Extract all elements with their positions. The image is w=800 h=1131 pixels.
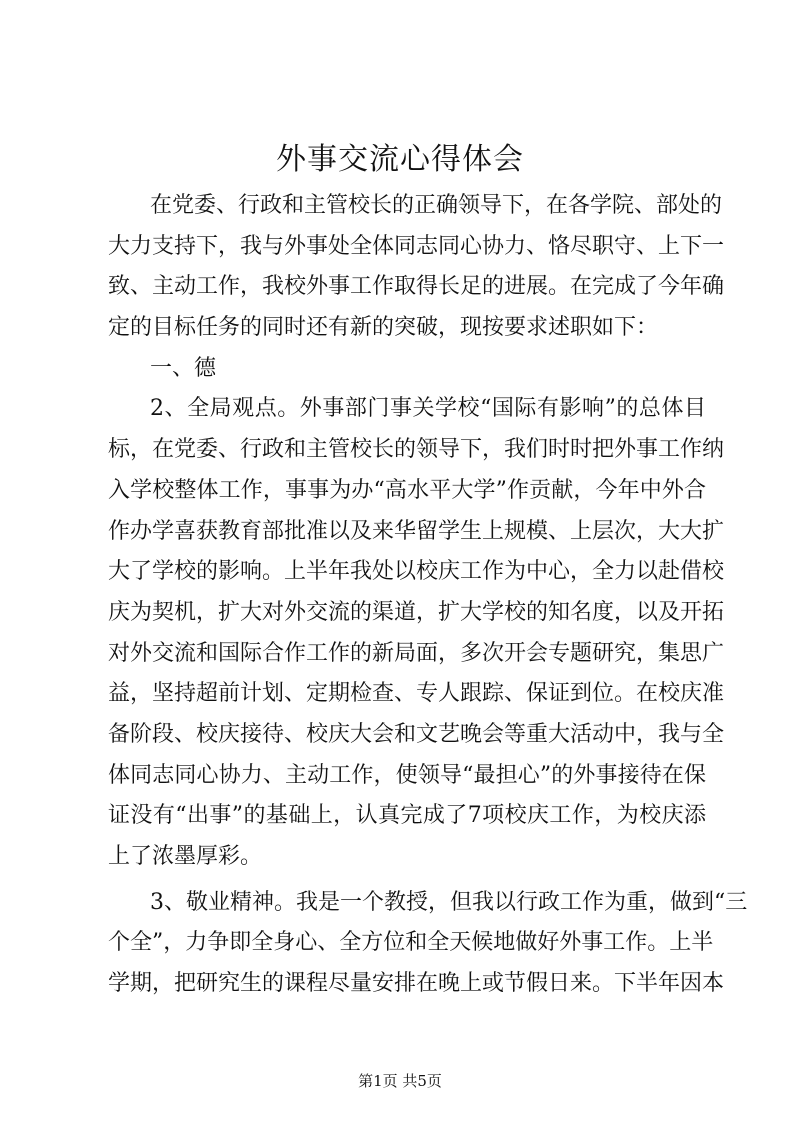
text-line: 体同志同心协力、主动工作，使领导“最担心”的外事接待在保 [108,762,706,788]
page-footer: 第1页 共5页 [358,1072,442,1090]
paragraph-overall-view [108,389,725,877]
text-line: 益，坚持超前计划、定期检查、专人跟踪、保证到位。在校庆准 [108,681,725,707]
text-line: 标，在党委、行政和主管校长的领导下，我们时时把外事工作纳 [108,437,725,463]
text-line: 大了学校的影响。上半年我处以校庆工作为中心，全力以赴借校 [108,559,725,585]
text-line: 备阶段、校庆接待、校庆大会和文艺晚会等重大活动中，我与全 [108,721,725,747]
text-line: 个全”，力争即全身心、全方位和全天候地做好外事工作。上半 [108,930,714,956]
text-line: 对外交流和国际合作工作的新局面，多次开会专题研究，集思广 [108,640,725,666]
document-body [108,186,748,1005]
document-title: 外事交流心得体会 [276,142,524,177]
text-line: 在党委、行政和主管校长的正确领导下，在各学院、部处的 [150,193,723,218]
text-line: 一、德 [150,355,217,381]
text-line: 大力支持下，我与外事处全体同志同心协力、恪尽职守、上下一 [108,233,725,259]
text-line: 致、主动工作，我校外事工作取得长足的进展。在完成了今年确 [108,274,725,300]
text-line: 学期，把研究生的课程尽量安排在晚上或节假日来。下半年因本 [108,971,725,997]
paragraph-dedication [108,883,748,1005]
text-line: 庆为契机，扩大对外交流的渠道，扩大学校的知名度，以及开拓 [108,599,725,625]
paragraph-intro [108,186,725,349]
text-line: 2、全局观点。外事部门事关学校“国际有影响”的总体目 [150,396,706,422]
text-line: 上了浓墨厚彩。 [108,844,263,869]
text-line: 入学校整体工作，事事为办“高水平大学”作贡献，今年中外合 [108,477,706,503]
text-line: 定的目标任务的同时还有新的突破，现按要求述职如下： [108,315,659,341]
text-line: 3、敬业精神。我是一个教授，但我以行政工作为重，做到“三 [150,889,748,915]
section-heading-de [108,349,706,390]
text-line: 作办学喜获教育部批准以及来华留学生上规模、上层次，大大扩 [108,518,725,544]
text-line: 证没有“出事”的基础上，认真完成了7项校庆工作，为校庆添 [108,803,706,829]
